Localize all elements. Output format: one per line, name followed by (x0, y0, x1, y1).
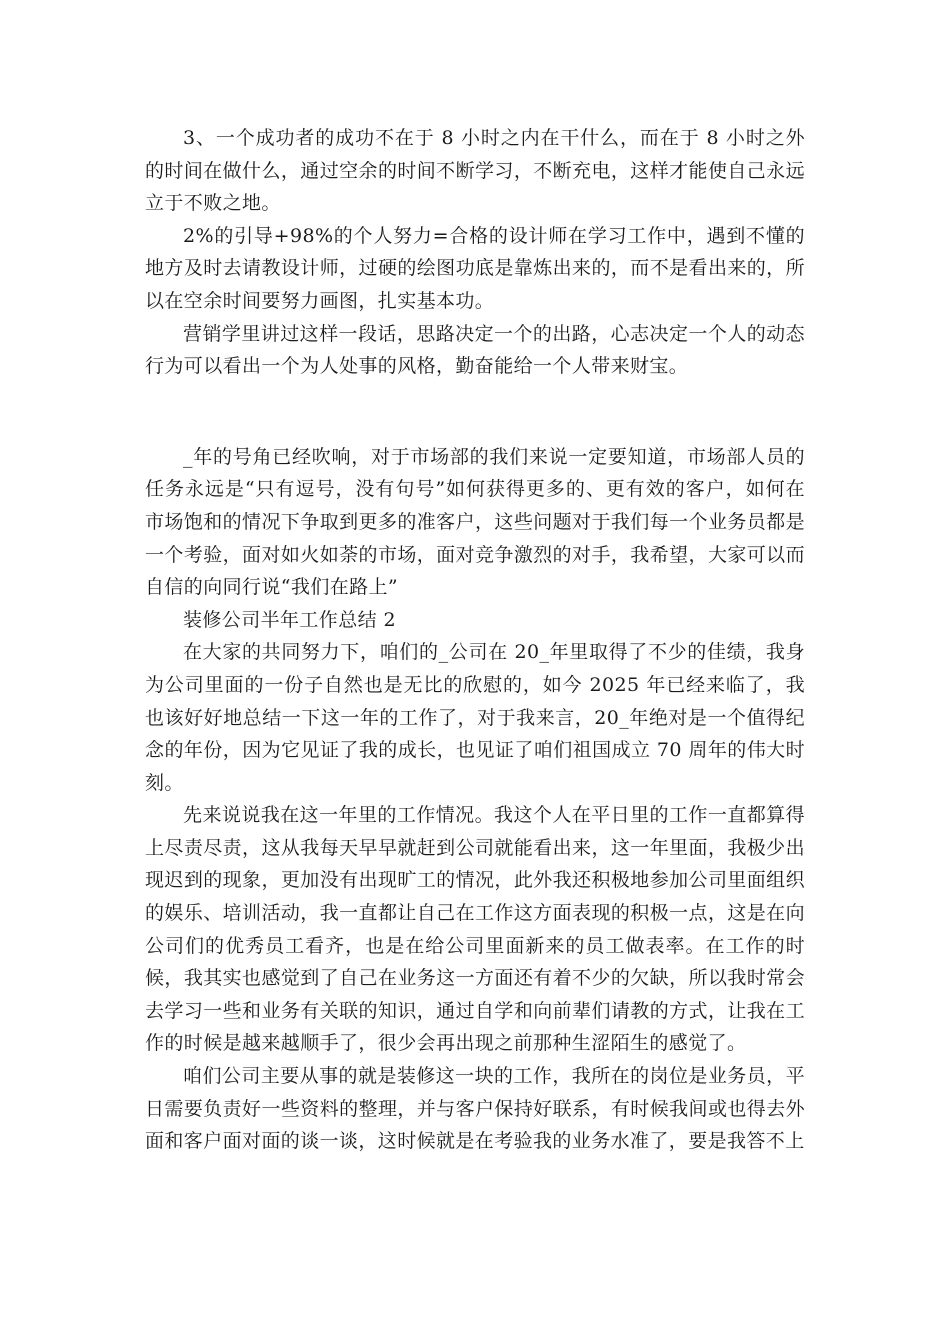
paragraph-company-achievements: 在大家的共同努力下，咱们的_公司在 20_年里取得了不少的佳绩，我身为公司里面的一份子自然也是无比的欣慰的，如今 2025 年已经来临了，我也该好好地总结一下这一年的工作了，对于我来言，20_年绝对是一个值得纪念的年份，因为它见证了我的成长，也见证了咱们祖国成立 70 周年的伟大时刻。 (145, 641, 805, 794)
paragraph-work-situation: 先来说说我在这一年里的工作情况。我这个人在平日里的工作一直都算得上尽责尽责，这从我每天早早就赶到公司就能看出来，这一年里面，我极少出现迟到的现象，更加没有出现旷工的情况，此外我还积极地参加公司里面组织的娱乐、培训活动，我一直都让自己在工作这方面表现的积极一点，这是在向公司们的优秀员工看齐，也是在给公司里面新来的员工做表率。在工作的时候，我其实也感觉到了自己在业务这一方面还有着不少的欠缺，所以我时常会去学习一些和业务有关联的知识，通过自学和向前辈们请教的方式，让我在工作的时候是越来越顺手了，很少会再出现之前那种生涩陌生的感觉了。 (145, 804, 805, 1055)
paragraph-market-department: _年的号角已经吹响，对于市场部的我们来说一定要知道，市场部人员的任务永远是“只有逗号，没有句号”如何获得更多的、更有效的客户，如何在市场饱和的情况下争取到更多的准客户，这些问题对于我们每一个业务员都是一个考验，面对如火如荼的市场，面对竞争激烈的对手，我希望，大家可以而自信的向同行说“我们在路上” (145, 445, 805, 599)
paragraph-success-after-hours: 3、一个成功者的成功不在于 8 小时之内在干什么，而在于 8 小时之外的时间在做什么，通过空余的时间不断学习，不断充电，这样才能使自己永远立于不败之地。 (145, 127, 805, 215)
section-heading: 装修公司半年工作总结 2 (183, 608, 396, 631)
document-body (145, 122, 805, 1158)
paragraph-gap (145, 383, 805, 441)
paragraph-marketing-quote: 营销学里讲过这样一段话，思路决定一个的出路，心志决定一个人的动态行为可以看出一个为人处事的风格，勤奋能给一个人带来财宝。 (145, 322, 805, 378)
paragraph-job-role: 咱们公司主要从事的就是装修这一块的工作，我所在的岗位是业务员，平日需要负责好一些资料的整理，并与客户保持好联系，有时候我间或也得去外面和客户面对面的谈一谈，这时候就是在考验我的业务水准了，要是我答不上 (145, 1065, 805, 1153)
paragraph-designer-effort: 2%的引导+98%的个人努力=合格的设计师在学习工作中，遇到不懂的地方及时去请教设计师，过硬的绘图功底是靠炼出来的，而不是看出来的，所以在空余时间要努力画图，扎实基本功。 (145, 224, 805, 312)
